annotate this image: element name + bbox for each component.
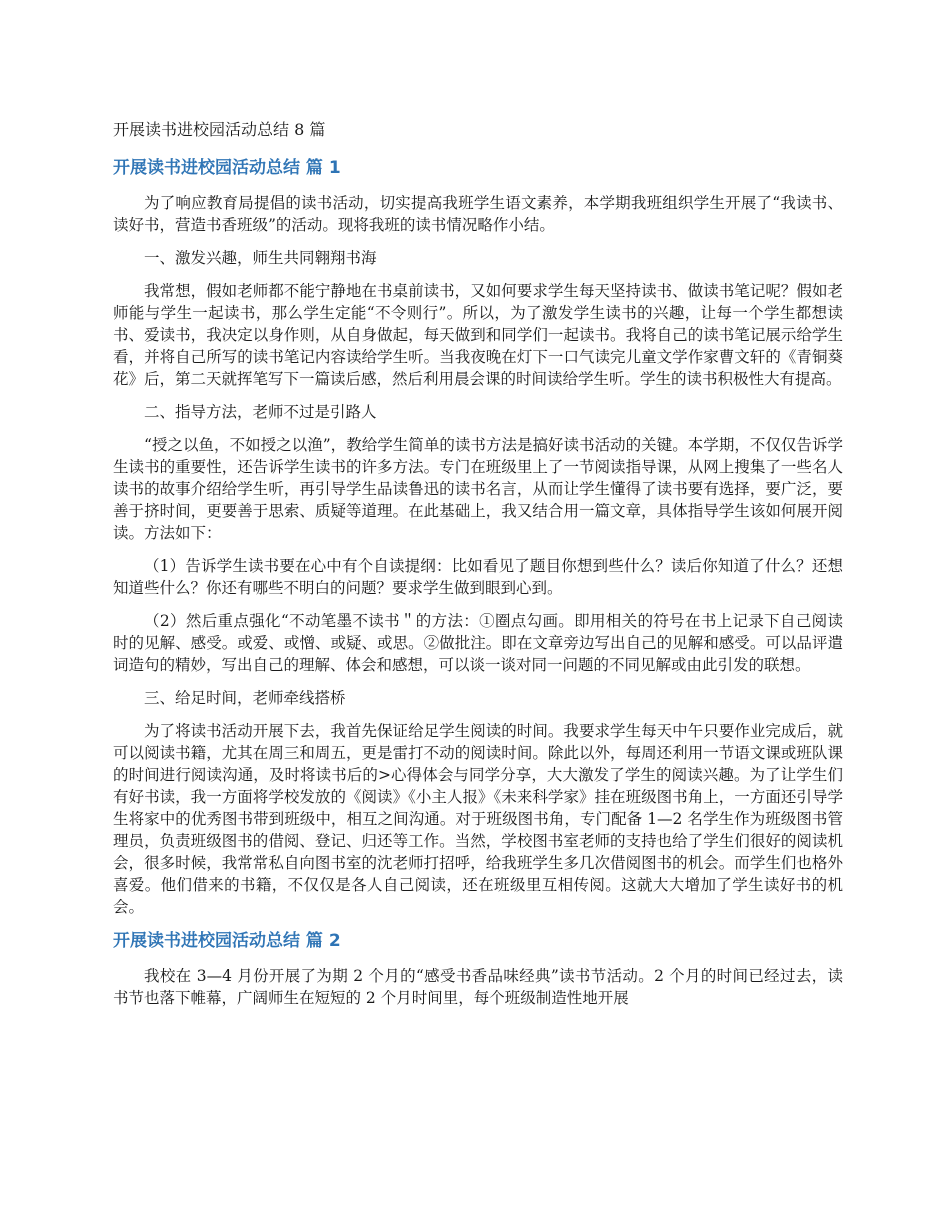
- paragraph: “授之以鱼，不如授之以渔”，教给学生简单的读书方法是搞好读书活动的关键。本学期，不仅仅告诉学生读书的重要性，还告诉学生读书的许多方法。专门在班级里上了一节阅读指导课，从网上搜集了一些名人读书的故事介绍给学生听，再引导学生品读鲁迅的读书名言，从而让学生懂得了读书要有选择，要广泛，要善于挤时间，更要善于思索、质疑等道理。在此基础上，我又结合用一篇文章，具体指导学生该如何展开阅读。方法如下：: [113, 436, 843, 542]
- paragraph: 我常想，假如老师都不能宁静地在书桌前读书，又如何要求学生每天坚持读书、做读书笔记呢？假如老师能与学生一起读书，那么学生定能“不令则行”。所以，为了激发学生读书的兴趣，让每一个学生都想读书、爱读书，我决定以身作则，从自身做起，每天做到和同学们一起读书。我将自己的读书笔记展示给学生看，并将自己所写的读书笔记内容读给学生听。当我夜晚在灯下一口气读完儿童文学作家曹文轩的《青铜葵花》后，第二天就挥笔写下一篇读后感，然后利用晨会课的时间读给学生听。学生的读书积极性大有提高。: [113, 282, 843, 388]
- paragraph: 我校在 3—4 月份开展了为期 2 个月的“感受书香品味经典”读书节活动。2 个月的时间已经过去，读书节也落下帷幕，广阔师生在短短的 2 个月时间里，每个班级制造性地开展: [113, 967, 843, 1007]
- paragraph: （2）然后重点强化“不动笔墨不读书＂的方法：①圈点勾画。即用相关的符号在书上记录下自己阅读时的见解、感受。或爱、或憎、或疑、或思。②做批注。即在文章旁边写出自己的见解和感受。可以品评遣词造句的精妙，写出自己的理解、体会和感想，可以谈一谈对同一问题的不同见解或由此引发的联想。: [113, 612, 843, 674]
- paragraph: 为了响应教育局提倡的读书活动，切实提高我班学生语文素养，本学期我班组织学生开展了“我读书、读好书，营造书香班级”的活动。现将我班的读书情况略作小结。: [113, 194, 843, 234]
- document-page: [113, 118, 843, 1020]
- document-title: 开展读书进校园活动总结 8 篇: [113, 120, 326, 139]
- section-heading: 开展读书进校园活动总结 篇 1: [113, 158, 341, 178]
- section-heading: 开展读书进校园活动总结 篇 2: [113, 931, 341, 951]
- subheading: 一、激发兴趣，师生共同翱翔书海: [144, 249, 377, 267]
- paragraph: （1）告诉学生读书要在心中有个自读提纲：比如看见了题目你想到些什么？读后你知道了什么？还想知道些什么？你还有哪些不明白的问题？要求学生做到眼到心到。: [113, 557, 843, 597]
- section-1: [113, 156, 843, 918]
- subheading: 三、给足时间，老师牵线搭桥: [144, 689, 346, 707]
- subheading: 二、指导方法，老师不过是引路人: [144, 403, 377, 421]
- paragraph: 为了将读书活动开展下去，我首先保证给足学生阅读的时间。我要求学生每天中午只要作业完成后，就可以阅读书籍，尤其在周三和周五，更是雷打不动的阅读时间。除此以外，每周还利用一节语文课或班队课的时间进行阅读沟通，及时将读书后的>心得体会与同学分享，大大激发了学生的阅读兴趣。为了让学生们有好书读，我一方面将学校发放的《阅读》《小主人报》《未来科学家》挂在班级图书角上，一方面还引导学生将家中的优秀图书带到班级中，相互之间沟通。对于班级图书角，专门配备 1—2 名学生作为班级图书管理员，负责班级图书的借阅、登记、归还等工作。当然，学校图书室老师的支持也给了学生们很好的阅读机会，很多时候，我常常私自向图书室的沈老师打招呼，给我班学生多几次借阅图书的机会。而学生们也格外喜爱。他们借来的书籍，不仅仅是各人自己阅读，还在班级里互相传阅。这就大大增加了学生读好书的机会。: [113, 722, 843, 916]
- section-2: [113, 929, 843, 1009]
